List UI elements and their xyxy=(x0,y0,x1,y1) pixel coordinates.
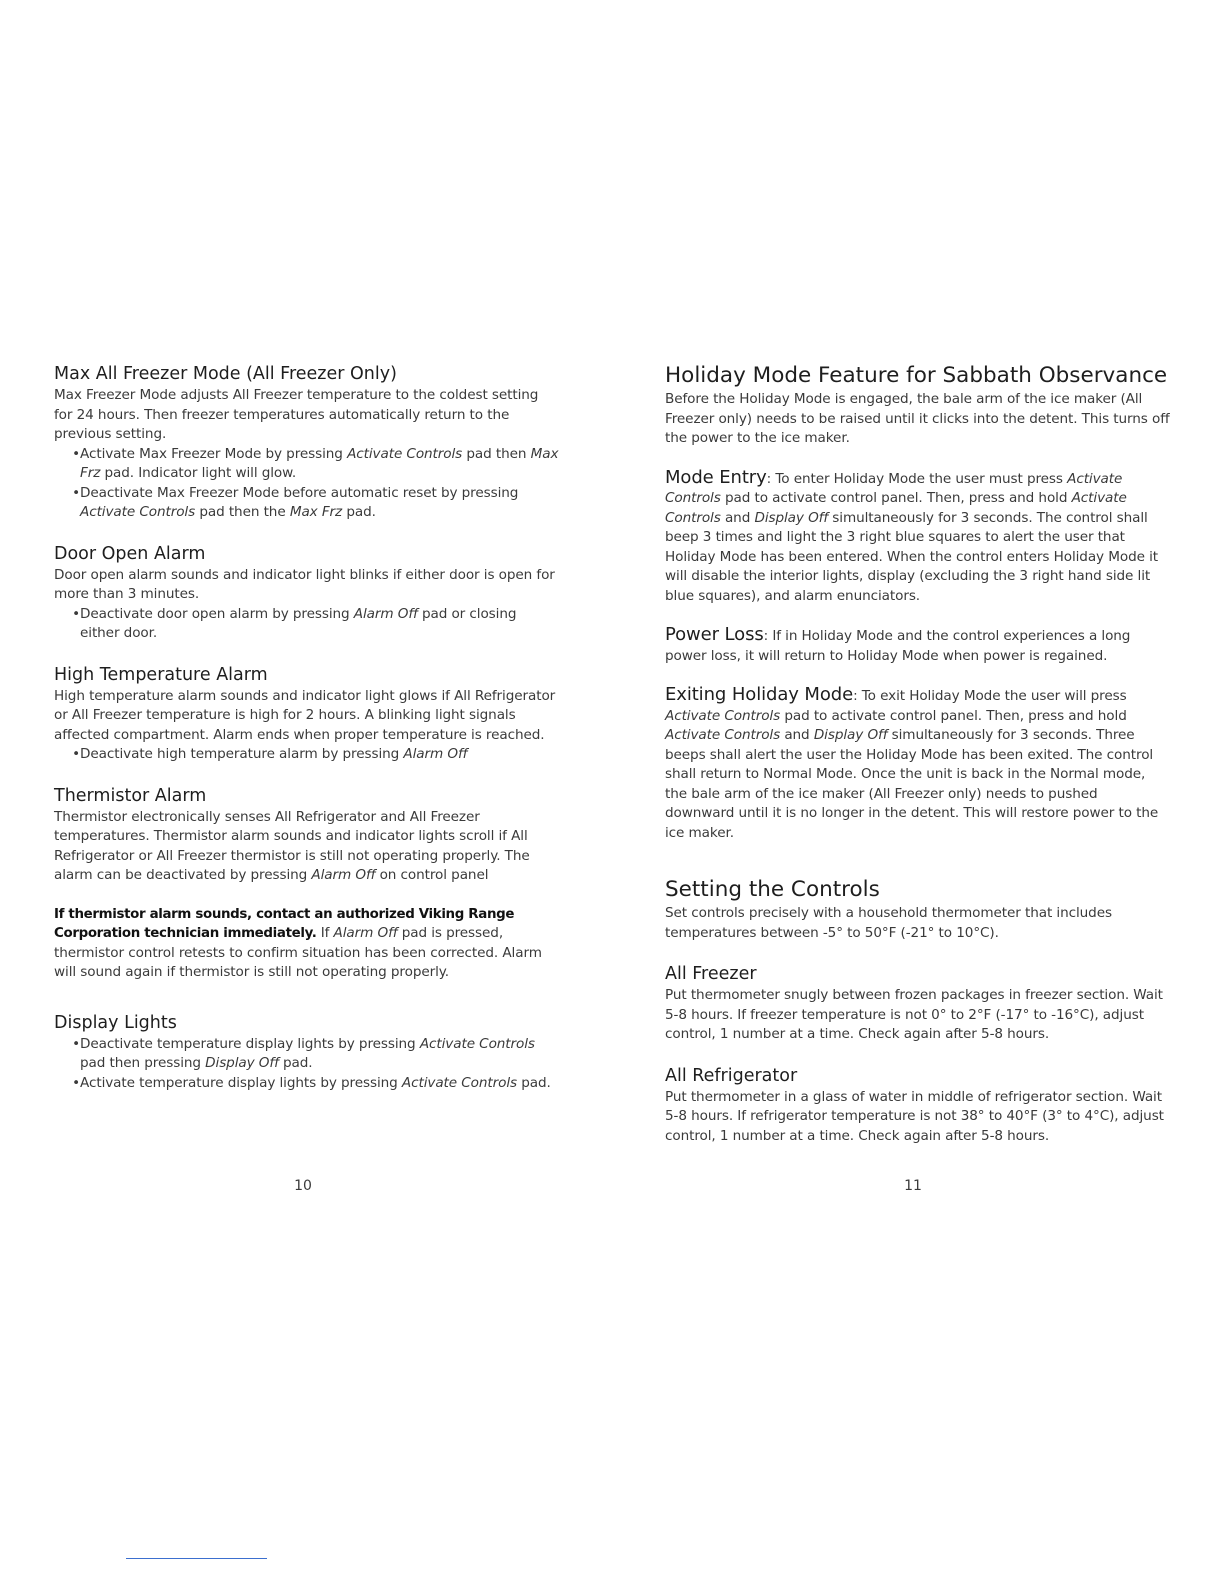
power-loss-paragraph: Power Loss: If in Holiday Mode and the control experiences a long power loss, it will return to Holiday Mode when power is regained. xyxy=(665,624,1131,664)
divider-line xyxy=(126,1558,267,1559)
section-heading: All Refrigerator xyxy=(665,1065,798,1086)
section-thermistor xyxy=(54,784,560,983)
mode-entry-paragraph: Mode Entry: To enter Holiday Mode the user must press Activate Controls pad to activate control panel. Then, press and hold Activate Controls and Display Off simultaneously for 3 seconds. The control shall beep 3 times and light the 3 right blue squares to alert the user that Holiday Mode has been entered. When the control enters Holiday Mode it will disable the interior lights, display (excluding the 3 right hand side lit blue squares), and alarm enunciators. xyxy=(665,466,1158,604)
section-heading: High Temperature Alarm xyxy=(54,664,268,685)
section-heading: Max All Freezer Mode (All Freezer Only) xyxy=(54,364,397,384)
section-heading: Display Lights xyxy=(54,1012,177,1033)
paragraph: Set controls precisely with a household thermometer that includes temperatures between -5° to 50°F (-21° to 10°C). xyxy=(665,905,1112,941)
right-page xyxy=(665,362,1171,1146)
section-heading: Door Open Alarm xyxy=(54,543,206,564)
section-heading: Thermistor Alarm xyxy=(54,785,207,806)
section-high-temp xyxy=(54,663,560,765)
paragraph: Put thermometer in a glass of water in middle of refrigerator section. Wait 5-8 hours. If refrigerator temperature is not 38° to 40°F (3° to 4°C), adjust control, 1 number at a time. Check again after 5-8 hours. xyxy=(665,1088,1164,1144)
paragraph: Before the Holiday Mode is engaged, the bale arm of the ice maker (All Freezer only) needs to be raised until it clicks into the detent. This turns off the power to the ice maker. xyxy=(665,391,1170,446)
section-setting-controls xyxy=(665,876,1171,943)
section-title: Holiday Mode Feature for Sabbath Observance xyxy=(665,363,1168,388)
page-number: 10 xyxy=(294,1178,312,1194)
section-title: Setting the Controls xyxy=(665,877,880,902)
section-all-freezer xyxy=(665,962,1171,1045)
warning-note: If thermistor alarm sounds, contact an authorized Viking Range Corporation technician immediately. If Alarm Off pad is pressed, thermistor control retests to confirm situation has been corrected. Alarm will sound again if thermistor is still not operating properly. xyxy=(54,906,542,980)
paragraph: Door open alarm sounds and indicator light blinks if either door is open for more than 3 minutes. xyxy=(54,566,555,602)
bullet-item: • Deactivate door open alarm by pressing Alarm Off pad or closing either door. xyxy=(54,605,560,644)
paragraph: Put thermometer snugly between frozen packages in freezer section. Wait 5-8 hours. If freezer temperature is not 0° to 2°F (-17° to -16°C), adjust control, 1 number at a time. Check again after 5-8 hours. xyxy=(665,987,1163,1042)
bullet-item: • Deactivate temperature display lights by pressing Activate Controls pad then pressing Display Off pad. xyxy=(54,1035,560,1074)
paragraph: High temperature alarm sounds and indicator light glows if All Refrigerator or All Freezer temperature is high for 2 hours. A blinking light signals affected compartment. Alarm ends when proper temperature is reached. xyxy=(54,687,556,743)
section-display-lights xyxy=(54,1011,560,1094)
bullet-item: • Deactivate Max Freezer Mode before automatic reset by pressing Activate Controls pad then the Max Frz pad. xyxy=(54,484,560,523)
section-door-open xyxy=(54,542,560,644)
section-holiday-mode xyxy=(665,362,1171,449)
page-number: 11 xyxy=(904,1178,922,1194)
section-max-freezer xyxy=(54,362,560,523)
exiting-holiday-paragraph: Exiting Holiday Mode: To exit Holiday Mode the user will press Activate Controls pad to activate control panel. Then, press and hold Activate Controls and Display Off simultaneously for 3 seconds. Three beeps shall alert the user the Holiday Mode has been exited. The control shall return to Normal Mode. Once the unit is back in the Normal mode, the bale arm of the ice maker (All Freezer only) needs to pushed downward until it is no longer in the detent. This will restore power to the ice maker. xyxy=(665,684,1159,841)
bullet-item: • Activate temperature display lights by pressing Activate Controls pad. xyxy=(54,1074,560,1094)
left-page xyxy=(54,362,560,1093)
bullet-item: • Deactivate high temperature alarm by pressing Alarm Off xyxy=(54,745,560,765)
paragraph: Max Freezer Mode adjusts All Freezer temperature to the coldest setting for 24 hours. Then freezer temperatures automatically return to the previous setting. xyxy=(54,387,539,442)
paragraph: Thermistor electronically senses All Refrigerator and All Freezer temperatures. Thermistor alarm sounds and indicator lights scroll if All Refrigerator or All Freezer thermistor is still not operating properly. The alarm can be deactivated by pressing Alarm Off on control panel xyxy=(54,808,530,883)
bullet-item: • Activate Max Freezer Mode by pressing Activate Controls pad then Max Frz pad. Indicator light will glow. xyxy=(54,445,560,484)
section-all-refrigerator xyxy=(665,1064,1171,1147)
section-heading: All Freezer xyxy=(665,964,757,984)
